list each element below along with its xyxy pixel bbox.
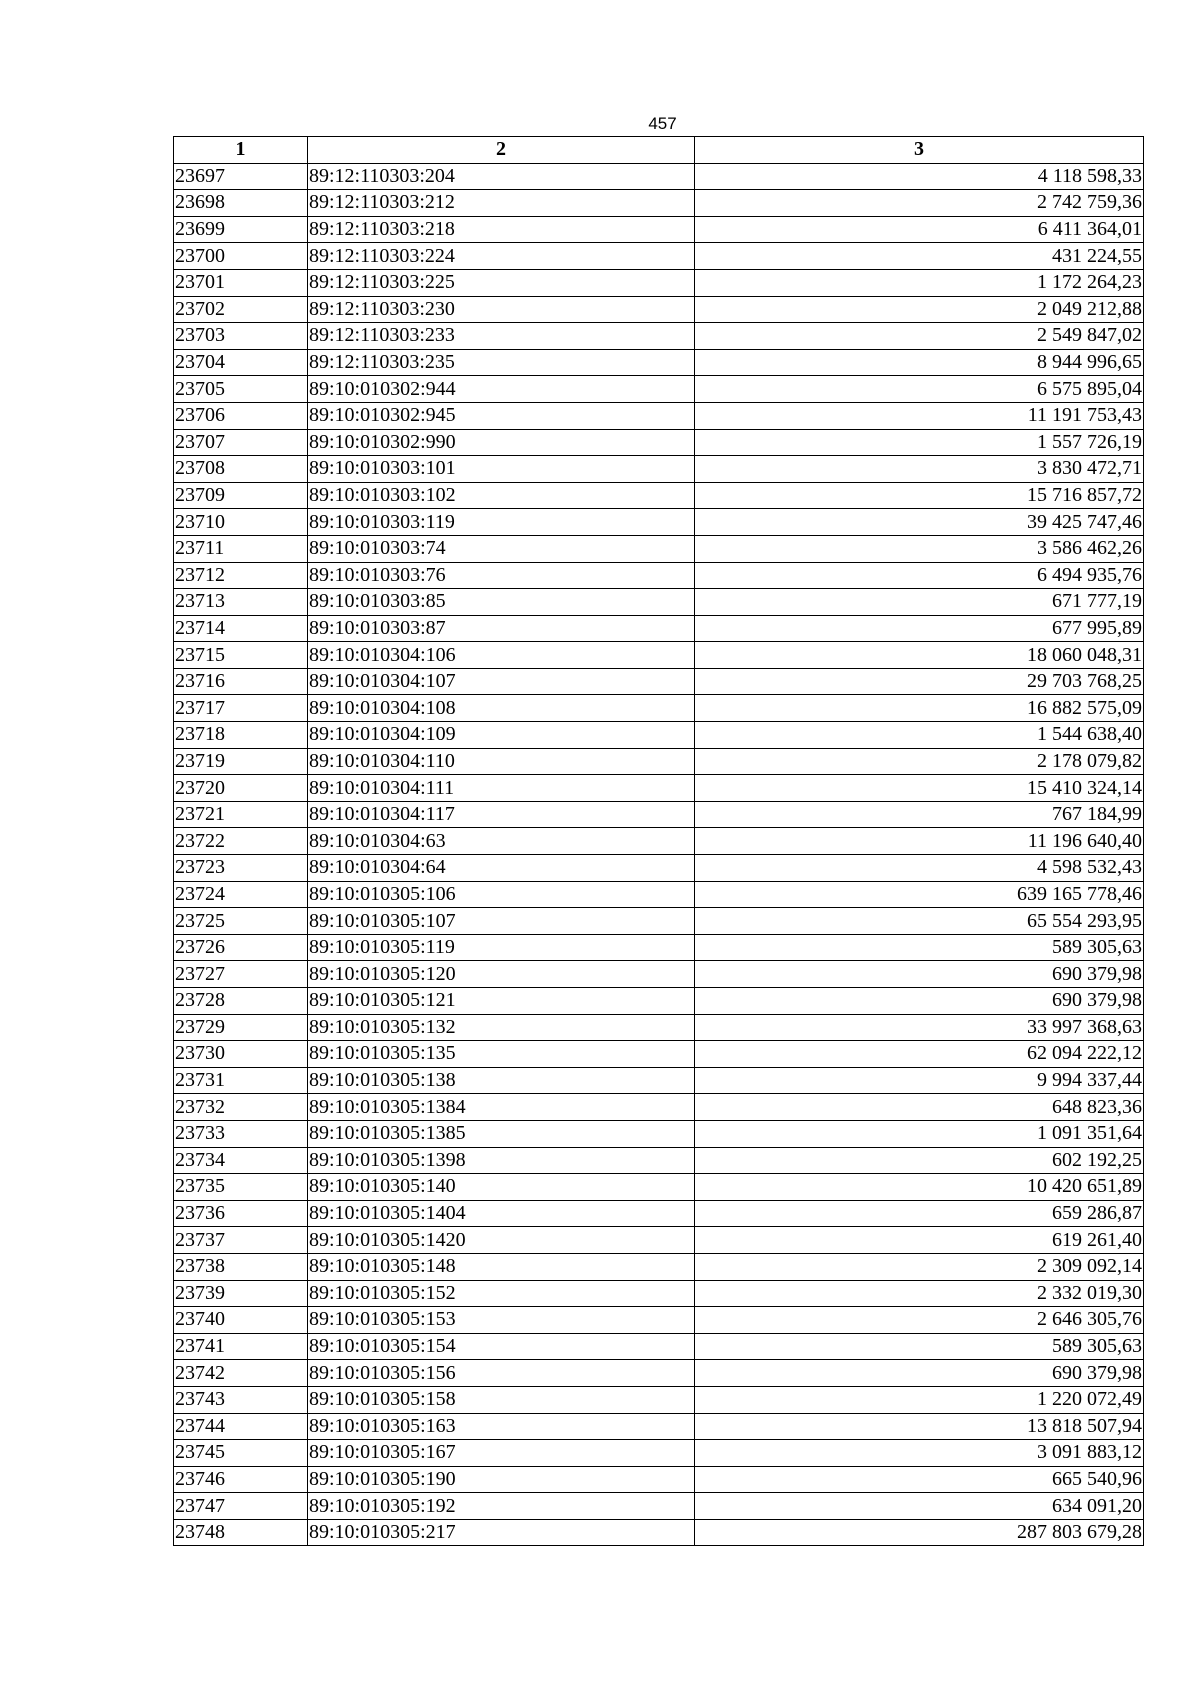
- row-number-cell: 23728: [174, 988, 308, 1015]
- row-number-cell: 23700: [174, 243, 308, 270]
- row-number-cell: 23721: [174, 801, 308, 828]
- value-cell: 4 598 532,43: [695, 855, 1144, 882]
- cadastral-number-cell: 89:10:010305:152: [308, 1280, 695, 1307]
- cadastral-number-cell: 89:12:110303:230: [308, 296, 695, 323]
- cadastral-number-cell: 89:10:010305:163: [308, 1413, 695, 1440]
- table-row: [174, 722, 1144, 749]
- table-row: [174, 1413, 1144, 1440]
- row-number-cell: 23711: [174, 535, 308, 562]
- value-cell: 589 305,63: [695, 1333, 1144, 1360]
- cadastral-number-cell: 89:10:010305:167: [308, 1440, 695, 1467]
- table-row: [174, 429, 1144, 456]
- cadastral-number-cell: 89:10:010303:119: [308, 509, 695, 536]
- row-number-cell: 23702: [174, 296, 308, 323]
- table-row: [174, 243, 1144, 270]
- row-number-cell: 23716: [174, 668, 308, 695]
- value-cell: 29 703 768,25: [695, 668, 1144, 695]
- row-number-cell: 23697: [174, 163, 308, 190]
- table-row: [174, 296, 1144, 323]
- value-cell: 677 995,89: [695, 615, 1144, 642]
- table-row: [174, 615, 1144, 642]
- table-row: [174, 668, 1144, 695]
- cadastral-number-cell: 89:10:010303:102: [308, 482, 695, 509]
- table-row: [174, 509, 1144, 536]
- row-number-cell: 23732: [174, 1094, 308, 1121]
- value-cell: 39 425 747,46: [695, 509, 1144, 536]
- value-cell: 6 494 935,76: [695, 562, 1144, 589]
- cadastral-number-cell: 89:10:010303:76: [308, 562, 695, 589]
- value-cell: 2 742 759,36: [695, 190, 1144, 217]
- cadastral-number-cell: 89:10:010305:1404: [308, 1200, 695, 1227]
- value-cell: 6 411 364,01: [695, 216, 1144, 243]
- table-row: [174, 908, 1144, 935]
- value-cell: 2 309 092,14: [695, 1253, 1144, 1280]
- value-cell: 2 549 847,02: [695, 323, 1144, 350]
- row-number-cell: 23706: [174, 402, 308, 429]
- row-number-cell: 23738: [174, 1253, 308, 1280]
- cadastral-number-cell: 89:10:010305:132: [308, 1014, 695, 1041]
- column-header-2: 2: [308, 137, 695, 164]
- header-row: [174, 137, 1144, 164]
- value-cell: 11 191 753,43: [695, 402, 1144, 429]
- cadastral-number-cell: 89:10:010304:106: [308, 642, 695, 669]
- table-row: [174, 589, 1144, 616]
- cadastral-number-cell: 89:10:010303:101: [308, 456, 695, 483]
- value-cell: 9 994 337,44: [695, 1067, 1144, 1094]
- value-cell: 2 332 019,30: [695, 1280, 1144, 1307]
- value-cell: 33 997 368,63: [695, 1014, 1144, 1041]
- row-number-cell: 23723: [174, 855, 308, 882]
- row-number-cell: 23720: [174, 775, 308, 802]
- row-number-cell: 23709: [174, 482, 308, 509]
- table-row: [174, 1360, 1144, 1387]
- table-row: [174, 562, 1144, 589]
- table-row: [174, 934, 1144, 961]
- row-number-cell: 23727: [174, 961, 308, 988]
- cadastral-number-cell: 89:12:110303:233: [308, 323, 695, 350]
- table-row: [174, 775, 1144, 802]
- value-cell: 18 060 048,31: [695, 642, 1144, 669]
- row-number-cell: 23734: [174, 1147, 308, 1174]
- table-row: [174, 748, 1144, 775]
- row-number-cell: 23704: [174, 349, 308, 376]
- value-cell: 1 220 072,49: [695, 1386, 1144, 1413]
- value-cell: 6 575 895,04: [695, 376, 1144, 403]
- table-row: [174, 1493, 1144, 1520]
- row-number-cell: 23743: [174, 1386, 308, 1413]
- cadastral-number-cell: 89:12:110303:224: [308, 243, 695, 270]
- value-cell: 13 818 507,94: [695, 1413, 1144, 1440]
- cadastral-number-cell: 89:10:010304:64: [308, 855, 695, 882]
- page-number: 457: [648, 114, 677, 133]
- cadastral-number-cell: 89:10:010305:106: [308, 881, 695, 908]
- row-number-cell: 23745: [174, 1440, 308, 1467]
- value-cell: 659 286,87: [695, 1200, 1144, 1227]
- table-row: [174, 1094, 1144, 1121]
- cadastral-number-cell: 89:10:010305:153: [308, 1307, 695, 1334]
- row-number-cell: 23748: [174, 1519, 308, 1546]
- row-number-cell: 23744: [174, 1413, 308, 1440]
- row-number-cell: 23713: [174, 589, 308, 616]
- value-cell: 690 379,98: [695, 961, 1144, 988]
- table-row: [174, 1253, 1144, 1280]
- table-row: [174, 1147, 1144, 1174]
- value-cell: 65 554 293,95: [695, 908, 1144, 935]
- value-cell: 431 224,55: [695, 243, 1144, 270]
- table-row: [174, 376, 1144, 403]
- value-cell: 15 716 857,72: [695, 482, 1144, 509]
- cadastral-number-cell: 89:10:010305:1420: [308, 1227, 695, 1254]
- cadastral-number-cell: 89:10:010305:135: [308, 1041, 695, 1068]
- value-cell: 665 540,96: [695, 1466, 1144, 1493]
- table-row: [174, 988, 1144, 1015]
- row-number-cell: 23742: [174, 1360, 308, 1387]
- row-number-cell: 23717: [174, 695, 308, 722]
- row-number-cell: 23733: [174, 1120, 308, 1147]
- cadastral-number-cell: 89:10:010305:217: [308, 1519, 695, 1546]
- value-cell: 3 830 472,71: [695, 456, 1144, 483]
- table-row: [174, 881, 1144, 908]
- value-cell: 1 091 351,64: [695, 1120, 1144, 1147]
- row-number-cell: 23724: [174, 881, 308, 908]
- value-cell: 8 944 996,65: [695, 349, 1144, 376]
- table-row: [174, 535, 1144, 562]
- value-cell: 62 094 222,12: [695, 1041, 1144, 1068]
- cadastral-number-cell: 89:10:010305:1398: [308, 1147, 695, 1174]
- value-cell: 16 882 575,09: [695, 695, 1144, 722]
- cadastral-number-cell: 89:10:010303:85: [308, 589, 695, 616]
- row-number-cell: 23722: [174, 828, 308, 855]
- table-row: [174, 456, 1144, 483]
- cadastral-number-cell: 89:10:010304:117: [308, 801, 695, 828]
- cadastral-number-cell: 89:10:010303:87: [308, 615, 695, 642]
- value-cell: 619 261,40: [695, 1227, 1144, 1254]
- value-cell: 2 049 212,88: [695, 296, 1144, 323]
- value-cell: 671 777,19: [695, 589, 1144, 616]
- value-cell: 1 544 638,40: [695, 722, 1144, 749]
- table-row: [174, 1227, 1144, 1254]
- value-cell: 11 196 640,40: [695, 828, 1144, 855]
- row-number-cell: 23707: [174, 429, 308, 456]
- cadastral-number-cell: 89:12:110303:212: [308, 190, 695, 217]
- value-cell: 1 557 726,19: [695, 429, 1144, 456]
- row-number-cell: 23737: [174, 1227, 308, 1254]
- cadastral-number-cell: 89:10:010305:154: [308, 1333, 695, 1360]
- row-number-cell: 23698: [174, 190, 308, 217]
- table-body: [174, 163, 1144, 1546]
- cadastral-number-cell: 89:10:010305:140: [308, 1174, 695, 1201]
- row-number-cell: 23705: [174, 376, 308, 403]
- row-number-cell: 23699: [174, 216, 308, 243]
- row-number-cell: 23701: [174, 269, 308, 296]
- cadastral-number-cell: 89:10:010305:190: [308, 1466, 695, 1493]
- table-row: [174, 828, 1144, 855]
- cadastral-number-cell: 89:10:010304:109: [308, 722, 695, 749]
- cadastral-number-cell: 89:10:010304:111: [308, 775, 695, 802]
- row-number-cell: 23729: [174, 1014, 308, 1041]
- row-number-cell: 23725: [174, 908, 308, 935]
- row-number-cell: 23712: [174, 562, 308, 589]
- column-header-1: 1: [174, 137, 308, 164]
- row-number-cell: 23736: [174, 1200, 308, 1227]
- table-row: [174, 1067, 1144, 1094]
- cadastral-number-cell: 89:10:010304:107: [308, 668, 695, 695]
- value-cell: 4 118 598,33: [695, 163, 1144, 190]
- row-number-cell: 23714: [174, 615, 308, 642]
- cadastral-number-cell: 89:10:010304:63: [308, 828, 695, 855]
- cadastral-number-cell: 89:10:010304:108: [308, 695, 695, 722]
- row-number-cell: 23710: [174, 509, 308, 536]
- cadastral-number-cell: 89:10:010302:990: [308, 429, 695, 456]
- cadastral-number-cell: 89:10:010305:121: [308, 988, 695, 1015]
- cadastral-number-cell: 89:10:010305:156: [308, 1360, 695, 1387]
- row-number-cell: 23740: [174, 1307, 308, 1334]
- table-row: [174, 482, 1144, 509]
- cadastral-number-cell: 89:10:010305:192: [308, 1493, 695, 1520]
- cadastral-number-cell: 89:10:010305:1384: [308, 1094, 695, 1121]
- value-cell: 3 586 462,26: [695, 535, 1144, 562]
- table-row: [174, 323, 1144, 350]
- table-row: [174, 1120, 1144, 1147]
- value-cell: 2 178 079,82: [695, 748, 1144, 775]
- value-cell: 1 172 264,23: [695, 269, 1144, 296]
- table-row: [174, 695, 1144, 722]
- value-cell: 2 646 305,76: [695, 1307, 1144, 1334]
- table-row: [174, 1440, 1144, 1467]
- table-row: [174, 190, 1144, 217]
- value-cell: 767 184,99: [695, 801, 1144, 828]
- table-row: [174, 349, 1144, 376]
- row-number-cell: 23730: [174, 1041, 308, 1068]
- cadastral-number-cell: 89:10:010305:119: [308, 934, 695, 961]
- cadastral-number-cell: 89:10:010305:138: [308, 1067, 695, 1094]
- value-cell: 287 803 679,28: [695, 1519, 1144, 1546]
- value-cell: 690 379,98: [695, 1360, 1144, 1387]
- row-number-cell: 23718: [174, 722, 308, 749]
- table-row: [174, 163, 1144, 190]
- row-number-cell: 23726: [174, 934, 308, 961]
- value-cell: 634 091,20: [695, 1493, 1144, 1520]
- row-number-cell: 23715: [174, 642, 308, 669]
- table-row: [174, 269, 1144, 296]
- table-row: [174, 855, 1144, 882]
- cadastral-number-cell: 89:10:010303:74: [308, 535, 695, 562]
- table-row: [174, 1333, 1144, 1360]
- table-row: [174, 216, 1144, 243]
- row-number-cell: 23719: [174, 748, 308, 775]
- cadastral-number-cell: 89:10:010305:1385: [308, 1120, 695, 1147]
- table-row: [174, 801, 1144, 828]
- cadastral-number-cell: 89:10:010305:158: [308, 1386, 695, 1413]
- data-table: [173, 136, 1144, 1546]
- value-cell: 10 420 651,89: [695, 1174, 1144, 1201]
- table-row: [174, 1280, 1144, 1307]
- table-row: [174, 1014, 1144, 1041]
- value-cell: 589 305,63: [695, 934, 1144, 961]
- cadastral-number-cell: 89:10:010302:945: [308, 402, 695, 429]
- table-row: [174, 1041, 1144, 1068]
- cadastral-number-cell: 89:10:010304:110: [308, 748, 695, 775]
- table-row: [174, 1200, 1144, 1227]
- cadastral-number-cell: 89:12:110303:204: [308, 163, 695, 190]
- cadastral-number-cell: 89:12:110303:218: [308, 216, 695, 243]
- cadastral-number-cell: 89:10:010305:148: [308, 1253, 695, 1280]
- table-row: [174, 1174, 1144, 1201]
- column-header-3: 3: [695, 137, 1144, 164]
- row-number-cell: 23746: [174, 1466, 308, 1493]
- value-cell: 648 823,36: [695, 1094, 1144, 1121]
- cadastral-number-cell: 89:10:010305:120: [308, 961, 695, 988]
- table-row: [174, 642, 1144, 669]
- table-row: [174, 1466, 1144, 1493]
- value-cell: 690 379,98: [695, 988, 1144, 1015]
- cadastral-number-cell: 89:12:110303:235: [308, 349, 695, 376]
- row-number-cell: 23741: [174, 1333, 308, 1360]
- table-row: [174, 961, 1144, 988]
- cadastral-number-cell: 89:10:010305:107: [308, 908, 695, 935]
- table-row: [174, 1386, 1144, 1413]
- value-cell: 639 165 778,46: [695, 881, 1144, 908]
- table-row: [174, 1519, 1144, 1546]
- value-cell: 3 091 883,12: [695, 1440, 1144, 1467]
- cadastral-number-cell: 89:12:110303:225: [308, 269, 695, 296]
- row-number-cell: 23708: [174, 456, 308, 483]
- row-number-cell: 23739: [174, 1280, 308, 1307]
- row-number-cell: 23731: [174, 1067, 308, 1094]
- row-number-cell: 23703: [174, 323, 308, 350]
- table-row: [174, 1307, 1144, 1334]
- value-cell: 15 410 324,14: [695, 775, 1144, 802]
- cadastral-number-cell: 89:10:010302:944: [308, 376, 695, 403]
- row-number-cell: 23747: [174, 1493, 308, 1520]
- row-number-cell: 23735: [174, 1174, 308, 1201]
- table-row: [174, 402, 1144, 429]
- value-cell: 602 192,25: [695, 1147, 1144, 1174]
